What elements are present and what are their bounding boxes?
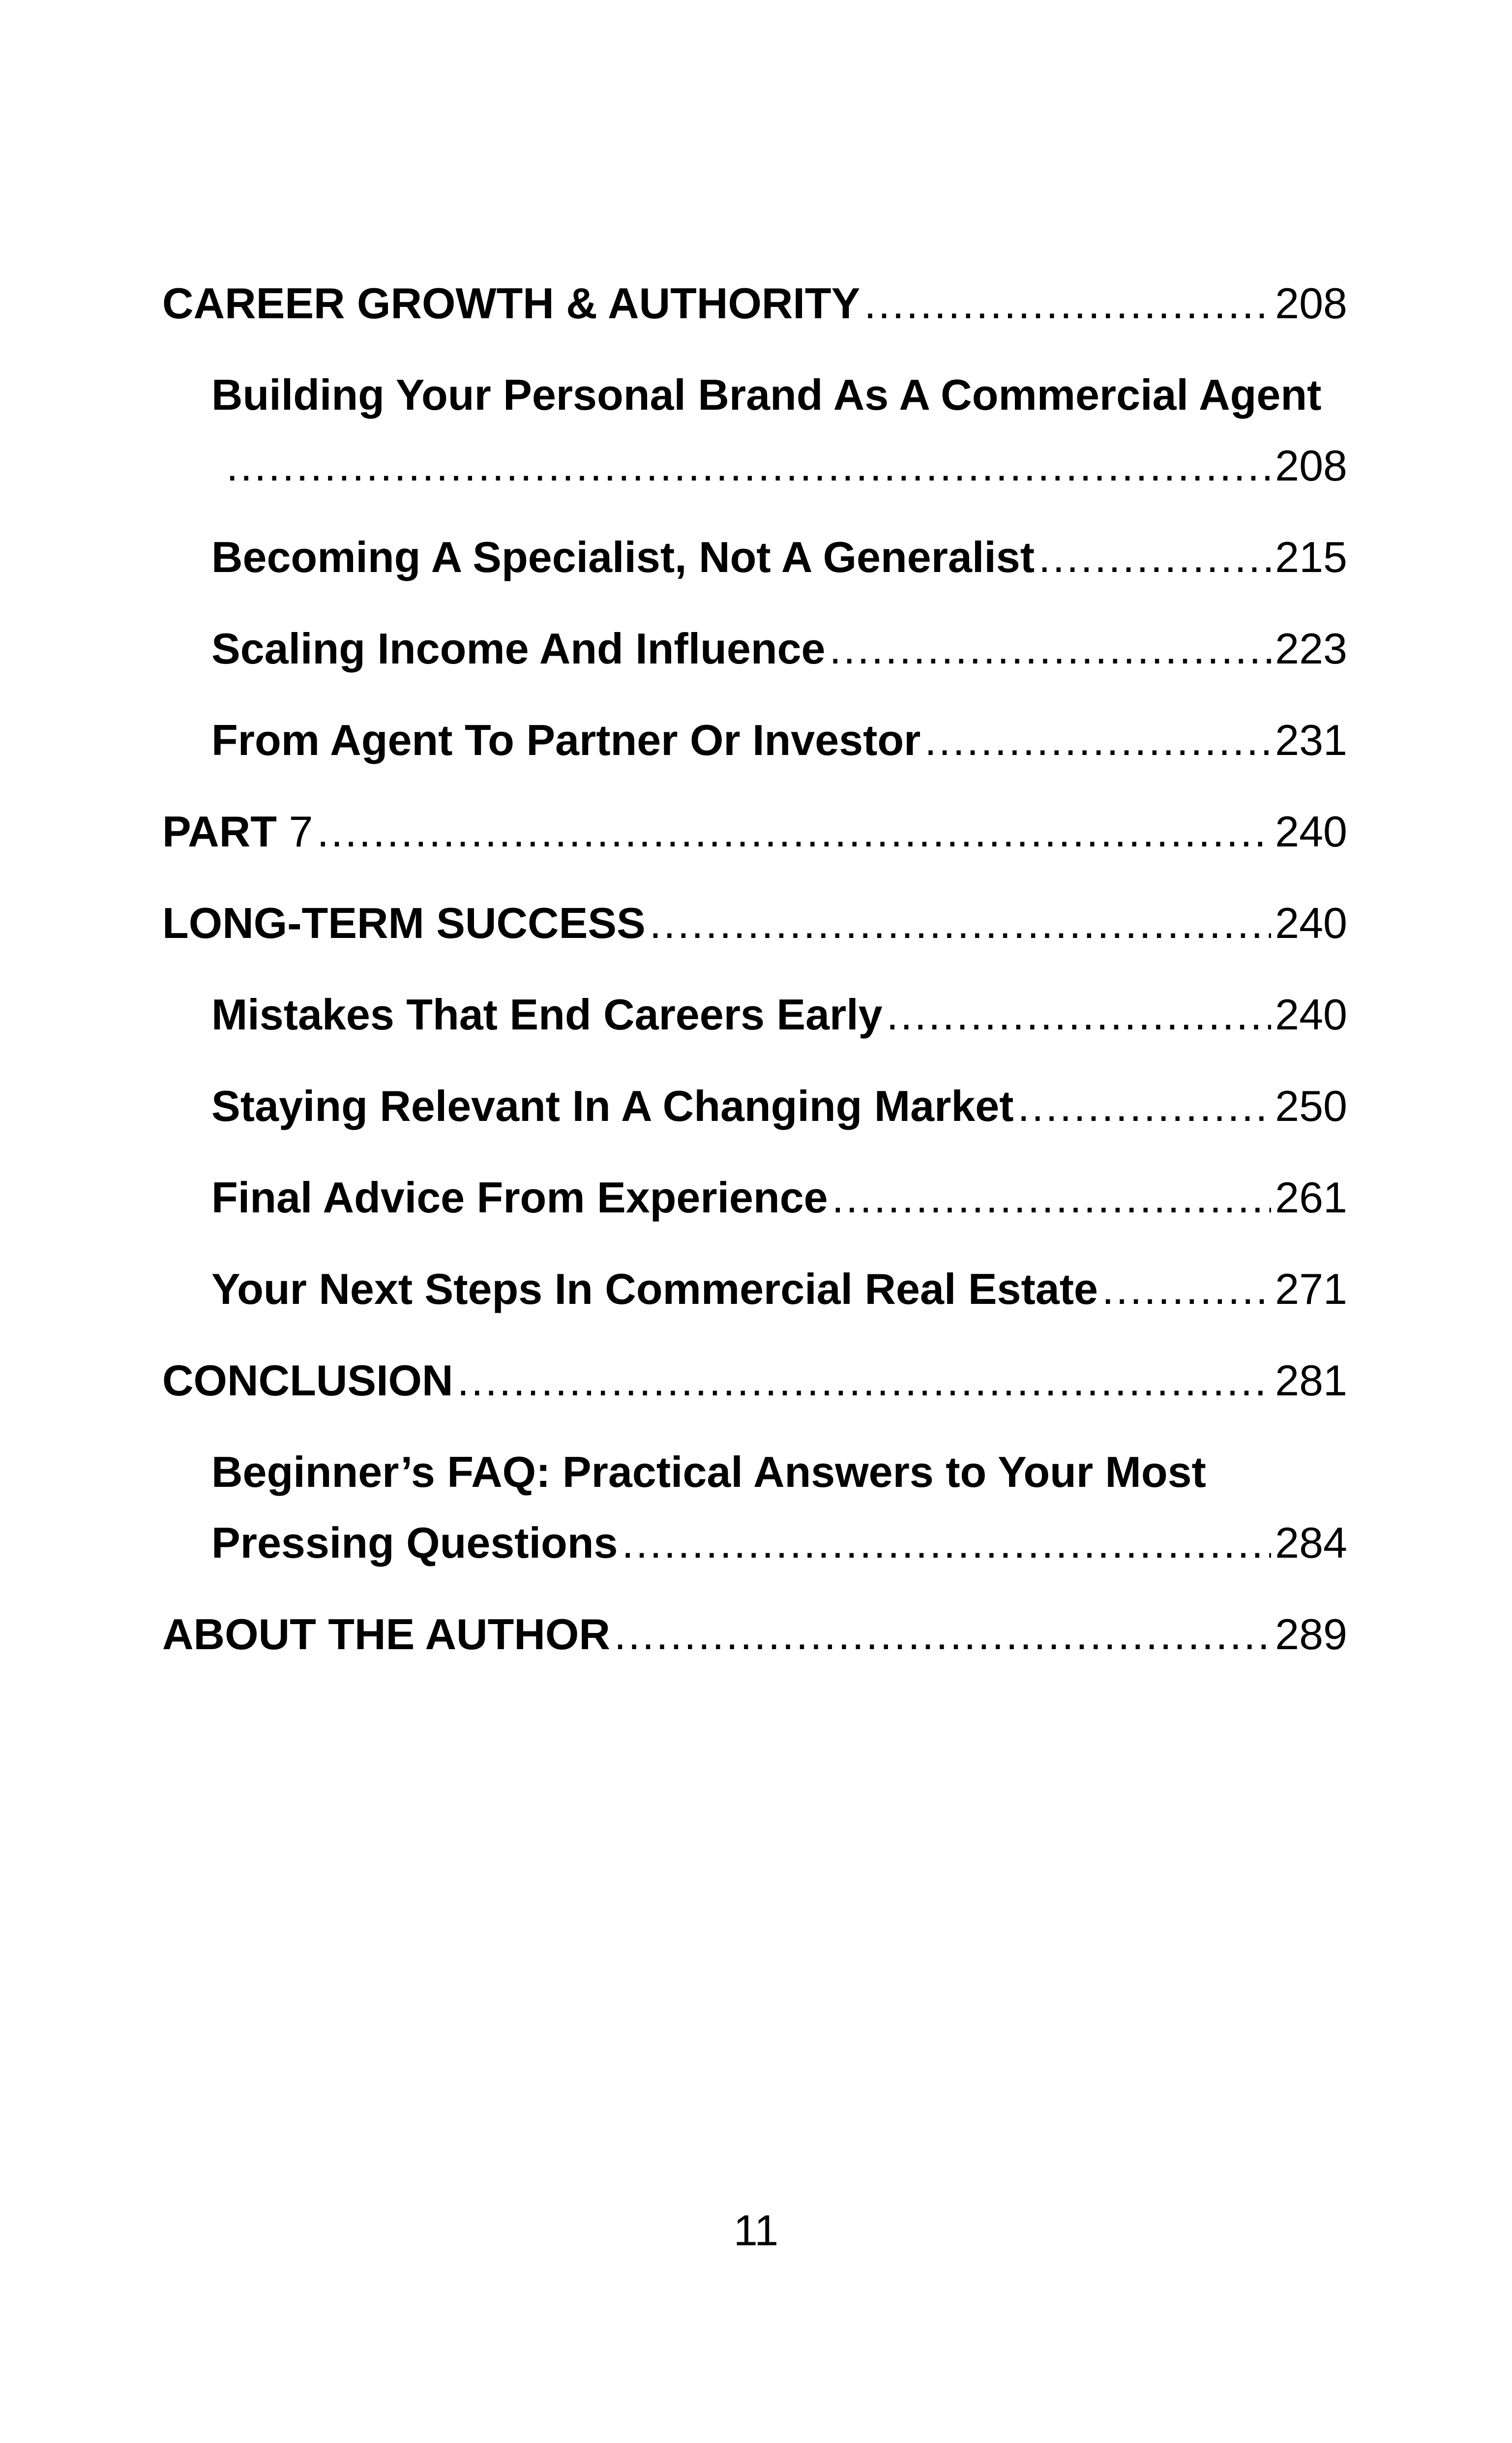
toc-entry-about-author[interactable] (162, 1599, 1347, 1670)
toc-entry-conclusion[interactable] (162, 1345, 1347, 1416)
toc-entry-label: PART 7 (162, 807, 313, 856)
dot-leader (1038, 522, 1271, 593)
toc-entry-scaling-income[interactable] (162, 613, 1347, 684)
page-number: 11 (733, 2206, 779, 2255)
dot-leader (1102, 1254, 1271, 1325)
toc-entry-label: CONCLUSION (162, 1356, 453, 1405)
dot-leader (832, 1162, 1272, 1233)
toc-entry-label: Staying Relevant In A Changing Market (211, 1082, 1014, 1130)
toc-entry-label: CAREER GROWTH & AUTHORITY (162, 279, 860, 328)
dot-leader (864, 268, 1271, 339)
toc-entry-specialist[interactable] (162, 522, 1347, 593)
toc-entry-page: 223 (1275, 624, 1347, 673)
toc-entry-page: 231 (1275, 716, 1347, 764)
toc-entry-page: 208 (1275, 279, 1347, 328)
dot-leader (614, 1599, 1271, 1670)
toc-entry-career-growth[interactable] (162, 268, 1347, 339)
toc-entry-beginners-faq[interactable] (162, 1437, 1347, 1578)
toc-entry-staying-relevant[interactable] (162, 1071, 1347, 1142)
toc-entry-label: Mistakes That End Careers Early (211, 990, 883, 1039)
dot-leader (924, 705, 1271, 776)
dot-leader (317, 796, 1271, 867)
toc-entry-page: 271 (1275, 1265, 1347, 1313)
dot-leader (830, 613, 1272, 684)
toc-entry-personal-brand[interactable] (162, 360, 1347, 501)
toc-entry-final-advice[interactable] (162, 1162, 1347, 1233)
toc-entry-part-7[interactable] (162, 796, 1347, 867)
toc-entry-agent-to-partner[interactable] (162, 705, 1347, 776)
toc-entry-page: 208 (1275, 441, 1347, 490)
part-number: 7 (289, 807, 313, 856)
toc-entry-page: 240 (1275, 899, 1347, 947)
dot-leader (650, 888, 1271, 959)
toc-entry-page: 284 (1275, 1518, 1347, 1567)
toc-entry-next-steps[interactable] (162, 1254, 1347, 1325)
toc-entry-label: From Agent To Partner Or Investor (211, 716, 921, 764)
toc-entry-page: 215 (1275, 533, 1347, 581)
toc-entry-page: 261 (1275, 1173, 1347, 1222)
toc-entry-label: Building Your Personal Brand As A Commercial Agent (211, 370, 1322, 419)
dot-leader (887, 979, 1272, 1050)
toc-entry-label: Becoming A Specialist, Not A Generalist (211, 533, 1035, 581)
toc-entry-label: Beginner’s FAQ: Practical Answers to Your Most (211, 1448, 1206, 1496)
dot-leader (622, 1508, 1271, 1578)
toc-entry-label: Final Advice From Experience (211, 1173, 828, 1222)
dot-leader (226, 430, 1271, 501)
toc-entry-label: Scaling Income And Influence (211, 624, 826, 673)
table-of-contents (162, 268, 1347, 1690)
toc-entry-label: ABOUT THE AUTHOR (162, 1610, 610, 1659)
toc-entry-page: 240 (1275, 990, 1347, 1039)
toc-entry-page: 289 (1275, 1610, 1347, 1659)
toc-entry-label-continued: Pressing Questions (211, 1518, 618, 1567)
toc-entry-page: 281 (1275, 1356, 1347, 1405)
toc-entry-mistakes[interactable] (162, 979, 1347, 1050)
toc-entry-page: 250 (1275, 1082, 1347, 1130)
dot-leader (457, 1345, 1272, 1416)
toc-entry-long-term-success[interactable] (162, 888, 1347, 959)
toc-entry-page: 240 (1275, 807, 1347, 856)
dot-leader (1018, 1071, 1272, 1142)
toc-entry-label: LONG-TERM SUCCESS (162, 899, 646, 947)
toc-entry-label: Your Next Steps In Commercial Real Estate (211, 1265, 1098, 1313)
